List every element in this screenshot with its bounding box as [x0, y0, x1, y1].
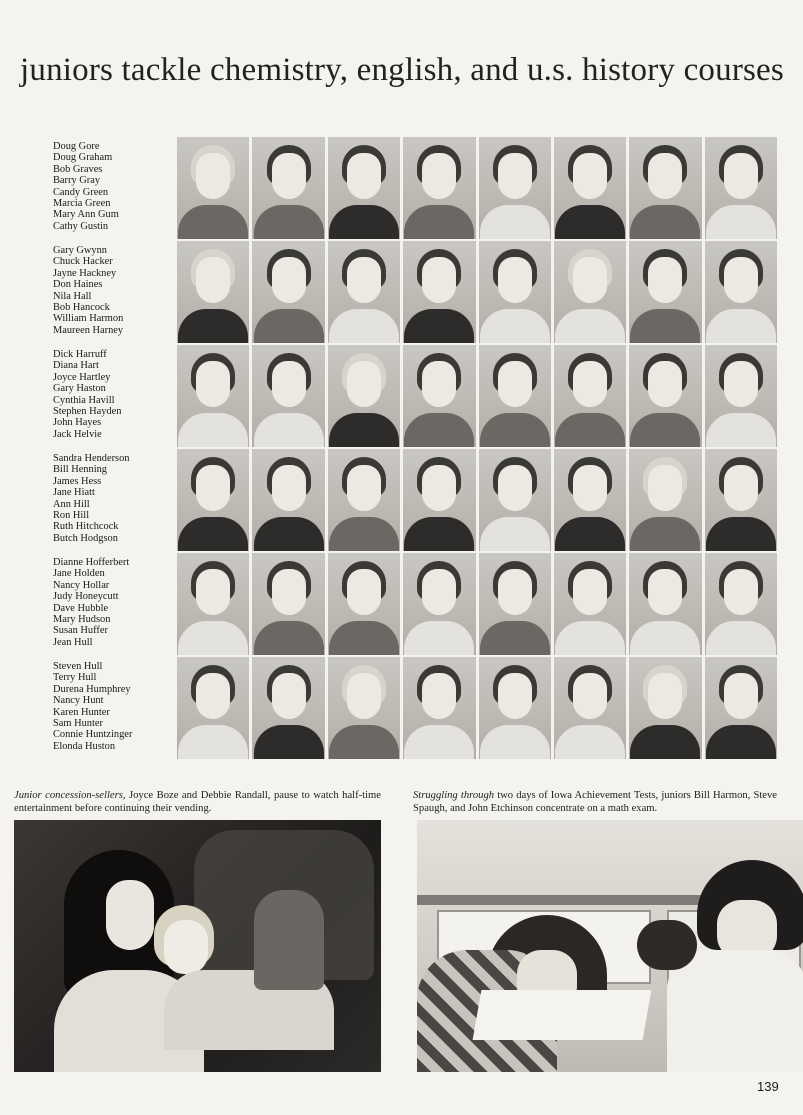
caption-lead: Struggling through: [413, 790, 495, 801]
student-portrait: [705, 657, 777, 759]
student-name: Susan Huffer: [53, 625, 108, 637]
student-portrait: [479, 137, 551, 239]
student-portrait: [705, 345, 777, 447]
student-name: John Hayes: [53, 417, 102, 429]
student-portrait: [629, 553, 701, 655]
student-portrait: [705, 553, 777, 655]
student-portrait: [177, 137, 249, 239]
student-portrait: [328, 657, 400, 759]
caption-lead: Junior concession-sellers,: [14, 790, 126, 801]
student-name: Karen Hunter: [53, 706, 110, 718]
student-name: Elonda Huston: [53, 740, 116, 752]
student-name: Chuck Hacker: [53, 256, 113, 268]
student-name: Bob Hancock: [53, 302, 110, 314]
student-portrait: [328, 137, 400, 239]
caption-right: [413, 790, 777, 815]
student-portrait: [328, 345, 400, 447]
student-portrait: [177, 657, 249, 759]
student-name: Durena Humphrey: [53, 683, 131, 695]
caption-text: Joyce Boze and Debbie Randall, pause to watch half-time entertainment before continuing their vending.: [14, 790, 381, 814]
student-name: Steven Hull: [53, 661, 103, 672]
name-list: [53, 141, 173, 232]
student-name: Diana Hart: [53, 360, 99, 372]
page-number: 139: [757, 1079, 779, 1094]
student-portrait: [554, 657, 626, 759]
student-portrait: [629, 137, 701, 239]
student-portrait: [252, 553, 324, 655]
student-portrait: [403, 137, 475, 239]
student-portrait: [629, 657, 701, 759]
portrait-row: [177, 449, 777, 551]
student-portrait: [403, 449, 475, 551]
student-portrait: [705, 241, 777, 343]
student-portrait: [252, 137, 324, 239]
caption-left: [14, 790, 381, 815]
student-name: Bill Henning: [53, 464, 107, 476]
student-name: Cynthia Havill: [53, 394, 115, 406]
student-name: Judy Honeycutt: [53, 591, 119, 603]
student-name: Terry Hull: [53, 672, 97, 684]
student-name: Doug Graham: [53, 152, 113, 164]
student-portrait: [479, 241, 551, 343]
student-portrait: [252, 657, 324, 759]
student-name: Nila Hall: [53, 290, 92, 302]
portrait-group: [0, 137, 803, 241]
student-portrait: [403, 657, 475, 759]
student-portrait: [403, 241, 475, 343]
student-name: Sam Hunter: [53, 718, 103, 730]
student-name: Jayne Hackney: [53, 267, 117, 279]
student-portrait: [479, 449, 551, 551]
student-portrait: [629, 241, 701, 343]
student-name: Stephen Hayden: [53, 406, 122, 418]
name-list: [53, 661, 173, 752]
student-name: Jack Helvie: [53, 428, 102, 440]
portrait-group: [0, 345, 803, 449]
student-name: Mary Ann Gum: [53, 209, 119, 221]
student-name: Don Haines: [53, 279, 103, 291]
student-name: Nancy Hunt: [53, 695, 104, 707]
caption-text: two days of Iowa Achievement Tests, juniors Bill Harmon, Steve Spaugh, and John Etchinson concentrate on a math exam.: [413, 790, 777, 814]
student-portrait: [403, 345, 475, 447]
student-portrait: [252, 449, 324, 551]
student-name: Ann Hill: [53, 498, 90, 510]
achievement-tests-photo: [417, 820, 803, 1072]
student-portrait: [554, 553, 626, 655]
name-list: [53, 557, 173, 648]
student-name: Marcia Green: [53, 198, 111, 210]
name-list: [53, 453, 173, 544]
student-portrait: [177, 345, 249, 447]
name-list: [53, 245, 173, 336]
student-name: Maureen Harney: [53, 324, 124, 336]
name-list: [53, 349, 173, 440]
student-name: Doug Gore: [53, 141, 100, 152]
concession-sellers-photo: [14, 820, 381, 1072]
portrait-row: [177, 345, 777, 447]
student-name: Dave Hubble: [53, 602, 109, 614]
student-portrait: [328, 553, 400, 655]
student-name: Sandra Henderson: [53, 453, 130, 464]
student-name: Bob Graves: [53, 163, 103, 175]
portrait-row: [177, 657, 777, 759]
student-name: Jean Hull: [53, 636, 93, 648]
student-portrait: [705, 137, 777, 239]
portrait-group: [0, 553, 803, 657]
student-portrait: [554, 449, 626, 551]
portrait-group: [0, 449, 803, 553]
student-portrait: [177, 241, 249, 343]
student-portrait: [479, 553, 551, 655]
student-name: Nancy Hollar: [53, 579, 110, 591]
portrait-group: [0, 241, 803, 345]
student-name: Dick Harruff: [53, 349, 107, 360]
student-portrait: [705, 449, 777, 551]
portrait-group: [0, 657, 803, 761]
student-name: Joyce Hartley: [53, 371, 111, 383]
portrait-row: [177, 241, 777, 343]
student-portrait: [554, 241, 626, 343]
student-name: William Harmon: [53, 313, 124, 325]
student-portrait: [629, 345, 701, 447]
student-portrait: [177, 449, 249, 551]
student-name: Gary Haston: [53, 383, 106, 395]
student-portrait: [328, 241, 400, 343]
student-portrait: [479, 345, 551, 447]
student-portrait: [177, 553, 249, 655]
student-name: Butch Hodgson: [53, 532, 118, 544]
portrait-row: [177, 553, 777, 655]
student-name: Jane Hiatt: [53, 487, 95, 499]
student-name: Cathy Gustin: [53, 220, 109, 232]
student-name: Ruth Hitchcock: [53, 521, 119, 533]
page-title: juniors tackle chemistry, english, and u.s. history courses: [20, 52, 784, 88]
student-portrait: [629, 449, 701, 551]
student-name: James Hess: [53, 475, 102, 487]
student-portrait: [252, 241, 324, 343]
student-portrait: [479, 657, 551, 759]
student-portrait: [554, 345, 626, 447]
portrait-row: [177, 137, 777, 239]
student-name: Mary Hudson: [53, 614, 111, 626]
student-name: Ron Hill: [53, 510, 90, 522]
student-name: Connie Huntzinger: [53, 729, 133, 741]
student-name: Candy Green: [53, 186, 109, 198]
student-name: Gary Gwynn: [53, 245, 107, 256]
student-portrait: [554, 137, 626, 239]
student-name: Jane Holden: [53, 568, 105, 580]
student-portrait: [252, 345, 324, 447]
student-name: Barry Gray: [53, 175, 101, 187]
student-name: Dianne Hofferbert: [53, 557, 130, 568]
student-portrait: [403, 553, 475, 655]
student-portrait: [328, 449, 400, 551]
